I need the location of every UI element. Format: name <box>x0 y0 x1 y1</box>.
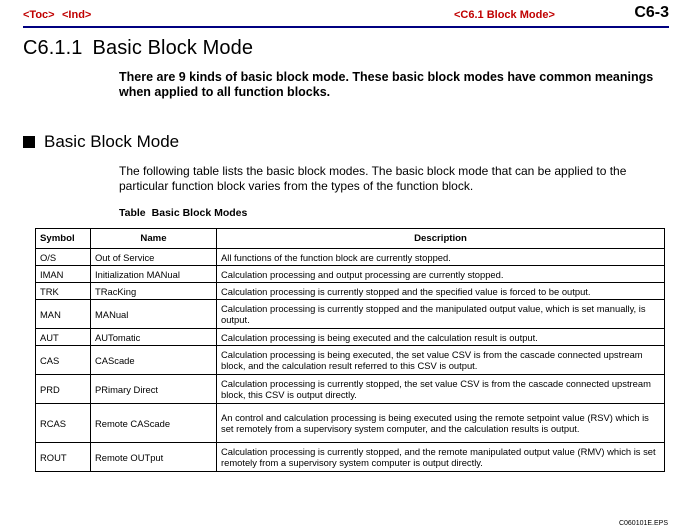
body-paragraph: The following table lists the basic block modes. The basic block mode that can be applied to the particular function block varies from the types of the function block. <box>119 164 627 193</box>
cell-description: All functions of the function block are currently stopped. <box>217 249 665 266</box>
cell-description: An control and calculation processing is being executed using the remote setpoint value (RSV) which is set remotely from a supervisory system computer, and the calculation results is output. <box>217 404 665 443</box>
table-row <box>36 300 665 329</box>
cell-description: Calculation processing is being executed and the calculation result is output. <box>217 329 665 346</box>
header-description: Description <box>217 229 665 249</box>
page-title <box>23 37 253 60</box>
section-number: C6.1.1 <box>23 37 83 59</box>
cell-symbol: RCAS <box>36 404 91 443</box>
cell-symbol: CAS <box>36 346 91 375</box>
subsection-heading <box>23 132 179 152</box>
index-link[interactable]: <Ind> <box>62 9 92 21</box>
table-row <box>36 404 665 443</box>
page-number: C6-3 <box>634 4 669 21</box>
cell-name: PRimary Direct <box>91 375 217 404</box>
header-rule <box>23 26 669 28</box>
cell-symbol: TRK <box>36 283 91 300</box>
table-caption <box>119 207 247 219</box>
block-modes-table <box>35 228 665 472</box>
table-header-row <box>36 229 665 249</box>
cell-description: Calculation processing and output processing are currently stopped. <box>217 266 665 283</box>
cell-name: Out of Service <box>91 249 217 266</box>
cell-name: Remote OUTput <box>91 443 217 472</box>
table-row <box>36 283 665 300</box>
subsection-title: Basic Block Mode <box>44 132 180 151</box>
cell-symbol: PRD <box>36 375 91 404</box>
table-row <box>36 375 665 404</box>
table-caption-label: Table <box>119 207 146 219</box>
black-square-icon <box>23 136 35 148</box>
cell-symbol: MAN <box>36 300 91 329</box>
cell-name: CAScade <box>91 346 217 375</box>
table-row <box>36 266 665 283</box>
section-link[interactable]: <C6.1 Block Mode> <box>454 9 555 21</box>
table-caption-title: Basic Block Modes <box>151 207 248 219</box>
cell-name: Remote CAScade <box>91 404 217 443</box>
intro-paragraph: There are 9 kinds of basic block mode. These basic block modes have common meanings when applied to all function blocks. <box>119 70 654 99</box>
table-row <box>36 346 665 375</box>
section-title-text: Basic Block Mode <box>92 37 254 59</box>
header-name: Name <box>91 229 217 249</box>
cell-name: AUTomatic <box>91 329 217 346</box>
toc-link[interactable]: <Toc> <box>23 9 55 21</box>
cell-description: Calculation processing is currently stopped, the set value CSV is from the cascade connected upstream block, this CSV is output directly. <box>217 375 665 404</box>
cell-symbol: AUT <box>36 329 91 346</box>
cell-description: Calculation processing is currently stopped and the specified value is forced to be output. <box>217 283 665 300</box>
cell-description: Calculation processing is being executed, the set value CSV is from the cascade connected upstream block, and the calculation result referred to this CSV is output. <box>217 346 665 375</box>
header-symbol: Symbol <box>36 229 91 249</box>
cell-name: Initialization MANual <box>91 266 217 283</box>
cell-description: Calculation processing is currently stopped, and the remote manipulated output value (RMV) which is set remotely from a supervisory system computer is output directly. <box>217 443 665 472</box>
cell-name: MANual <box>91 300 217 329</box>
table-row <box>36 443 665 472</box>
cell-name: TRacKing <box>91 283 217 300</box>
figure-code: C060101E.EPS <box>618 520 668 527</box>
table-row <box>36 329 665 346</box>
cell-description: Calculation processing is currently stopped and the manipulated output value, which is set manually, is output. <box>217 300 665 329</box>
cell-symbol: IMAN <box>36 266 91 283</box>
cell-symbol: O/S <box>36 249 91 266</box>
cell-symbol: ROUT <box>36 443 91 472</box>
table-row <box>36 249 665 266</box>
